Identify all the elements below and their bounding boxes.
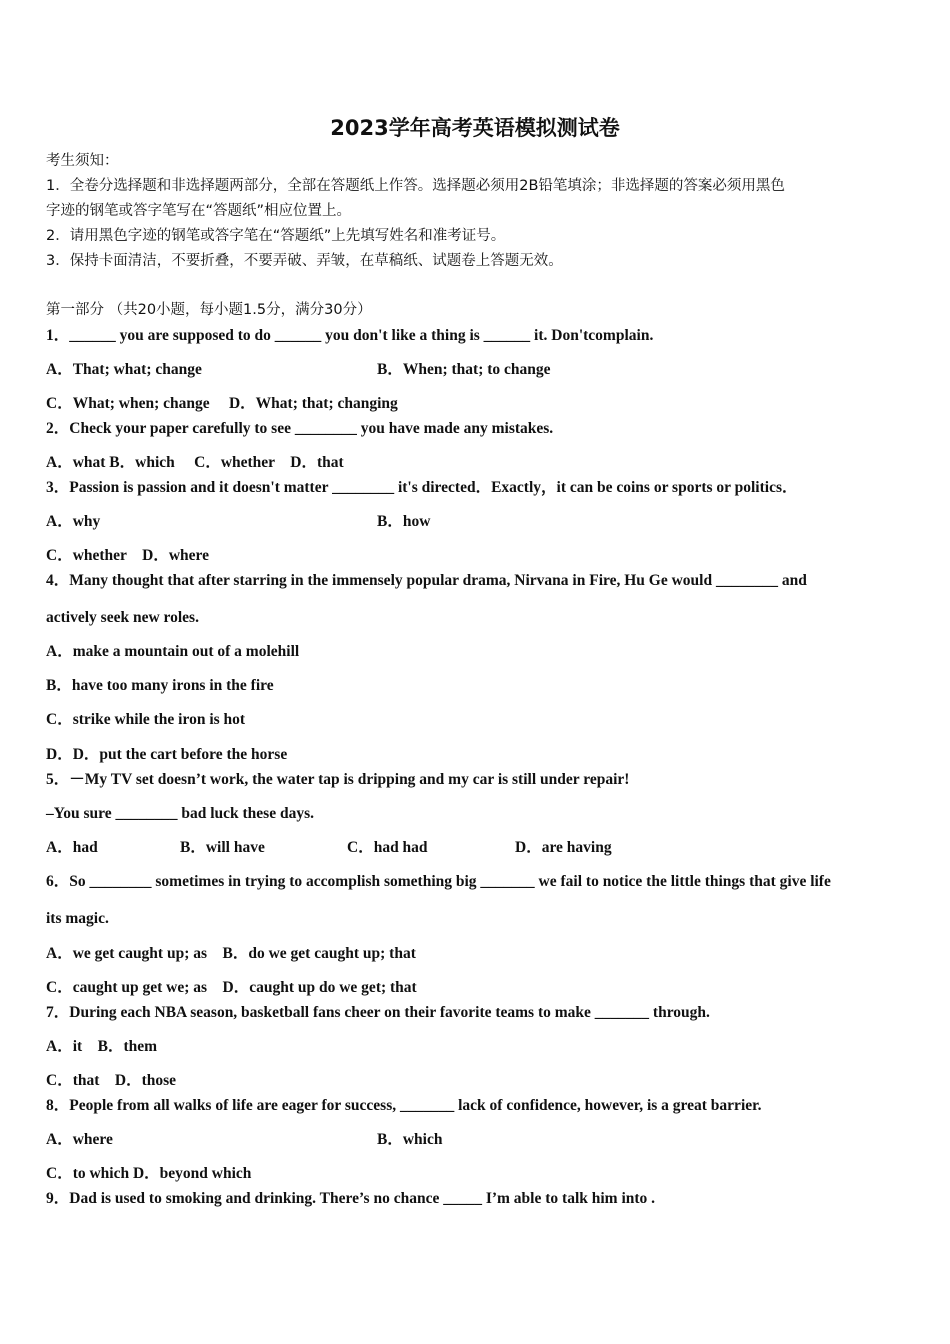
option-a[interactable]: A．had [46, 839, 98, 856]
question-stem: 8．People from all walks of life are eager for success, _______ lack of confidence, however, is a great barrier. [46, 1097, 762, 1114]
option-row[interactable]: C．caught up get we; as D．caught up do we get; that [46, 979, 417, 996]
question-stem: 4．Many thought that after starring in the immensely popular drama, Nirvana in Fire, Hu Ge would ________ and [46, 572, 807, 589]
option-c[interactable]: C．strike while the iron is hot [46, 711, 246, 728]
option-row[interactable]: C．whether D．where [46, 547, 210, 564]
question-stem: 2．Check your paper carefully to see ________ you have made any mistakes. [46, 420, 554, 437]
option-a[interactable]: A．make a mountain out of a molehill [46, 643, 300, 660]
option-d[interactable]: D．D．put the cart before the horse [46, 746, 288, 763]
question-stem: 9．Dad is used to smoking and drinking. There’s no chance _____ I’m able to talk him into . [46, 1190, 656, 1207]
question-stem-continued: its magic. [46, 910, 109, 927]
question-stem: 3．Passion is passion and it doesn't matter ________ it's directed．Exactly，it can be coins or sports or politics． [46, 479, 798, 496]
notice-item: 3．保持卡面清洁，不要折叠，不要弄破、弄皱，在草稿纸、试题卷上答题无效。 [46, 253, 563, 269]
option-row[interactable]: A．what B．which C．whether D．that [46, 454, 344, 471]
option-b[interactable]: B．have too many irons in the fire [46, 677, 274, 694]
option-b[interactable]: B．how [377, 513, 431, 530]
option-row[interactable]: A．we get caught up; as B．do we get caught up; that [46, 945, 416, 962]
option-b[interactable]: B．When; that; to change [377, 361, 551, 378]
notice-heading: 考生须知： [46, 153, 119, 169]
option-a[interactable]: A．why [46, 513, 101, 530]
option-d[interactable]: D．are having [515, 839, 612, 856]
question-stem-continued: actively seek new roles. [46, 609, 199, 626]
option-row[interactable]: C．What; when; change D．What; that; changing [46, 395, 398, 412]
question-stem: 6．So ________ sometimes in trying to accomplish something big _______ we fail to notice the little things that give life [46, 873, 831, 890]
option-c[interactable]: C．had had [347, 839, 428, 856]
option-row[interactable]: C．that D．those [46, 1072, 177, 1089]
section-heading: 第一部分 （共20小题，每小题1.5分，满分30分） [46, 302, 372, 318]
question-stem: 7．During each NBA season, basketball fans cheer on their favorite teams to make _______ through. [46, 1004, 710, 1021]
notice-item: 1．全卷分选择题和非选择题两部分，全部在答题纸上作答。选择题必须用2B铅笔填涂；非选择题的答案必须用黑色 [46, 178, 785, 194]
option-b[interactable]: B．will have [180, 839, 265, 856]
option-row[interactable]: C．to which D．beyond which [46, 1165, 252, 1182]
option-row[interactable]: A．it B．them [46, 1038, 158, 1055]
question-stem: 1．______ you are supposed to do ______ you don't like a thing is ______ it. Don'tcomplain. [46, 327, 654, 344]
option-b[interactable]: B．which [377, 1131, 443, 1148]
question-stem-continued: –You sure ________ bad luck these days. [46, 805, 314, 822]
option-a[interactable]: A．That; what; change [46, 361, 202, 378]
option-a[interactable]: A．where [46, 1131, 113, 1148]
question-stem: 5．－My TV set doesn’t work, the water tap is dripping and my car is still under repair! [46, 771, 630, 788]
notice-item: 字迹的钢笔或答字笔写在“答题纸”相应位置上。 [46, 203, 352, 219]
notice-item: 2．请用黑色字迹的钢笔或答字笔在“答题纸”上先填写姓名和准考证号。 [46, 228, 506, 244]
page-title: 2023学年高考英语模拟测试卷 [330, 116, 620, 140]
